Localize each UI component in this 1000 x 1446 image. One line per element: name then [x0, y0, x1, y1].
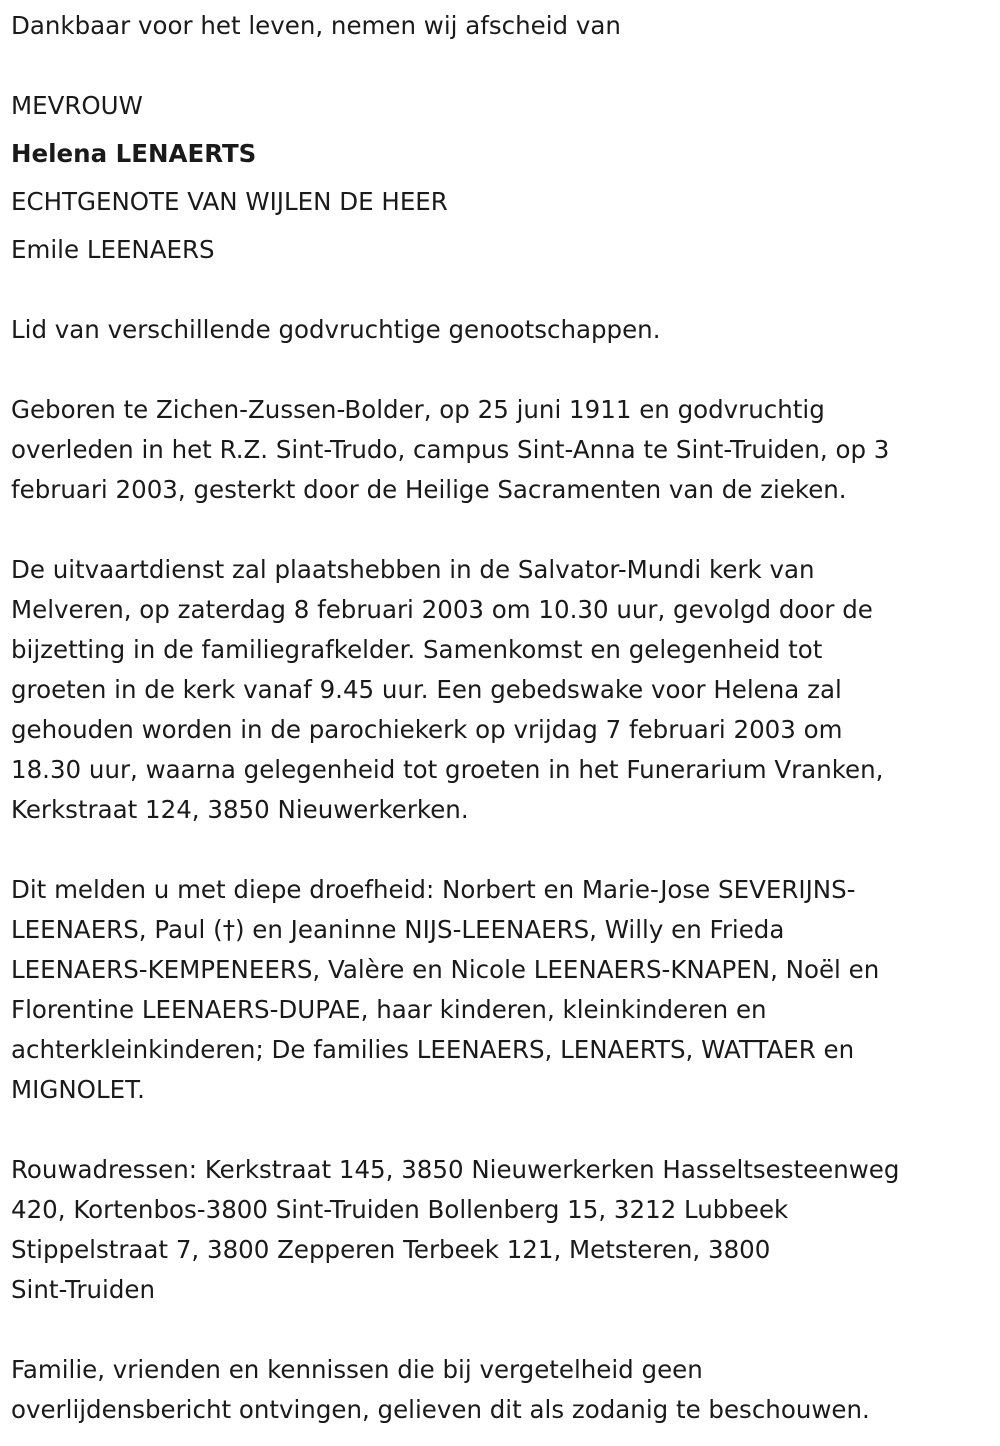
- closing-paragraph: [11, 1350, 981, 1430]
- intro-line: Dankbaar voor het leven, nemen wij afscheid van: [11, 11, 621, 40]
- membership-paragraph: [11, 310, 981, 350]
- paragraph-line: 18.30 uur, waarna gelegenheid tot groeten in het Funerarium Vranken,: [11, 755, 884, 784]
- paragraph-line: Lid van verschillende godvruchtige genootschappen.: [11, 315, 661, 344]
- paragraph-line: achterkleinkinderen; De families LEENAERS, LENAERTS, WATTAER en: [11, 1035, 855, 1064]
- paragraph-line: Familie, vrienden en kennissen die bij vergetelheid geen: [11, 1355, 703, 1384]
- paragraph-line: februari 2003, gesterkt door de Heilige Sacramenten van de zieken.: [11, 475, 847, 504]
- paragraph-line: bijzetting in de familiegrafkelder. Samenkomst en gelegenheid tot: [11, 635, 823, 664]
- paragraph-line: Kerkstraat 124, 3850 Nieuwerkerken.: [11, 795, 469, 824]
- paragraph-line: MIGNOLET.: [11, 1075, 145, 1104]
- paragraph-line: LEENAERS, Paul (†) en Jeaninne NIJS-LEENAERS, Willy en Frieda: [11, 915, 785, 944]
- paragraph-line: Sint-Truiden: [11, 1275, 156, 1304]
- paragraph-line: De uitvaartdienst zal plaatshebben in de Salvator-Mundi kerk van: [11, 555, 815, 584]
- paragraph-line: 420, Kortenbos-3800 Sint-Truiden Bollenberg 15, 3212 Lubbeek: [11, 1195, 789, 1224]
- paragraph-line: Florentine LEENAERS-DUPAE, haar kinderen, kleinkinderen en: [11, 995, 767, 1024]
- paragraph-line: LEENAERS-KEMPENEERS, Valère en Nicole LEENAERS-KNAPEN, Noël en: [11, 955, 880, 984]
- deceased-name: Helena LENAERTS: [11, 139, 257, 168]
- funeral-paragraph: [11, 550, 981, 830]
- paragraph-line: Dit melden u met diepe droefheid: Norbert en Marie-Jose SEVERIJNS-: [11, 875, 856, 904]
- paragraph-line: overlijdensbericht ontvingen, gelieven dit als zodanig te beschouwen.: [11, 1395, 870, 1424]
- birth-death-paragraph: [11, 390, 981, 510]
- paragraph-line: Melveren, op zaterdag 8 februari 2003 om 10.30 uur, gevolgd door de: [11, 595, 873, 624]
- paragraph-line: overleden in het R.Z. Sint-Trudo, campus Sint-Anna te Sint-Truiden, op 3: [11, 435, 890, 464]
- paragraph-line: gehouden worden in de parochiekerk op vrijdag 7 februari 2003 om: [11, 715, 843, 744]
- addresses-paragraph: [11, 1150, 981, 1310]
- family-paragraph: [11, 870, 981, 1110]
- honorific: MEVROUW: [11, 91, 143, 120]
- paragraph-line: Stippelstraat 7, 3800 Zepperen Terbeek 121, Metsteren, 3800: [11, 1235, 771, 1264]
- paragraph-line: Geboren te Zichen-Zussen-Bolder, op 25 juni 1911 en godvruchtig: [11, 395, 825, 424]
- relation-line: ECHTGENOTE VAN WIJLEN DE HEER: [11, 187, 448, 216]
- paragraph-line: groeten in de kerk vanaf 9.45 uur. Een gebedswake voor Helena zal: [11, 675, 842, 704]
- paragraph-line: Rouwadressen: Kerkstraat 145, 3850 Nieuwerkerken Hasseltsesteenweg: [11, 1155, 900, 1184]
- spouse-name: Emile LEENAERS: [11, 235, 215, 264]
